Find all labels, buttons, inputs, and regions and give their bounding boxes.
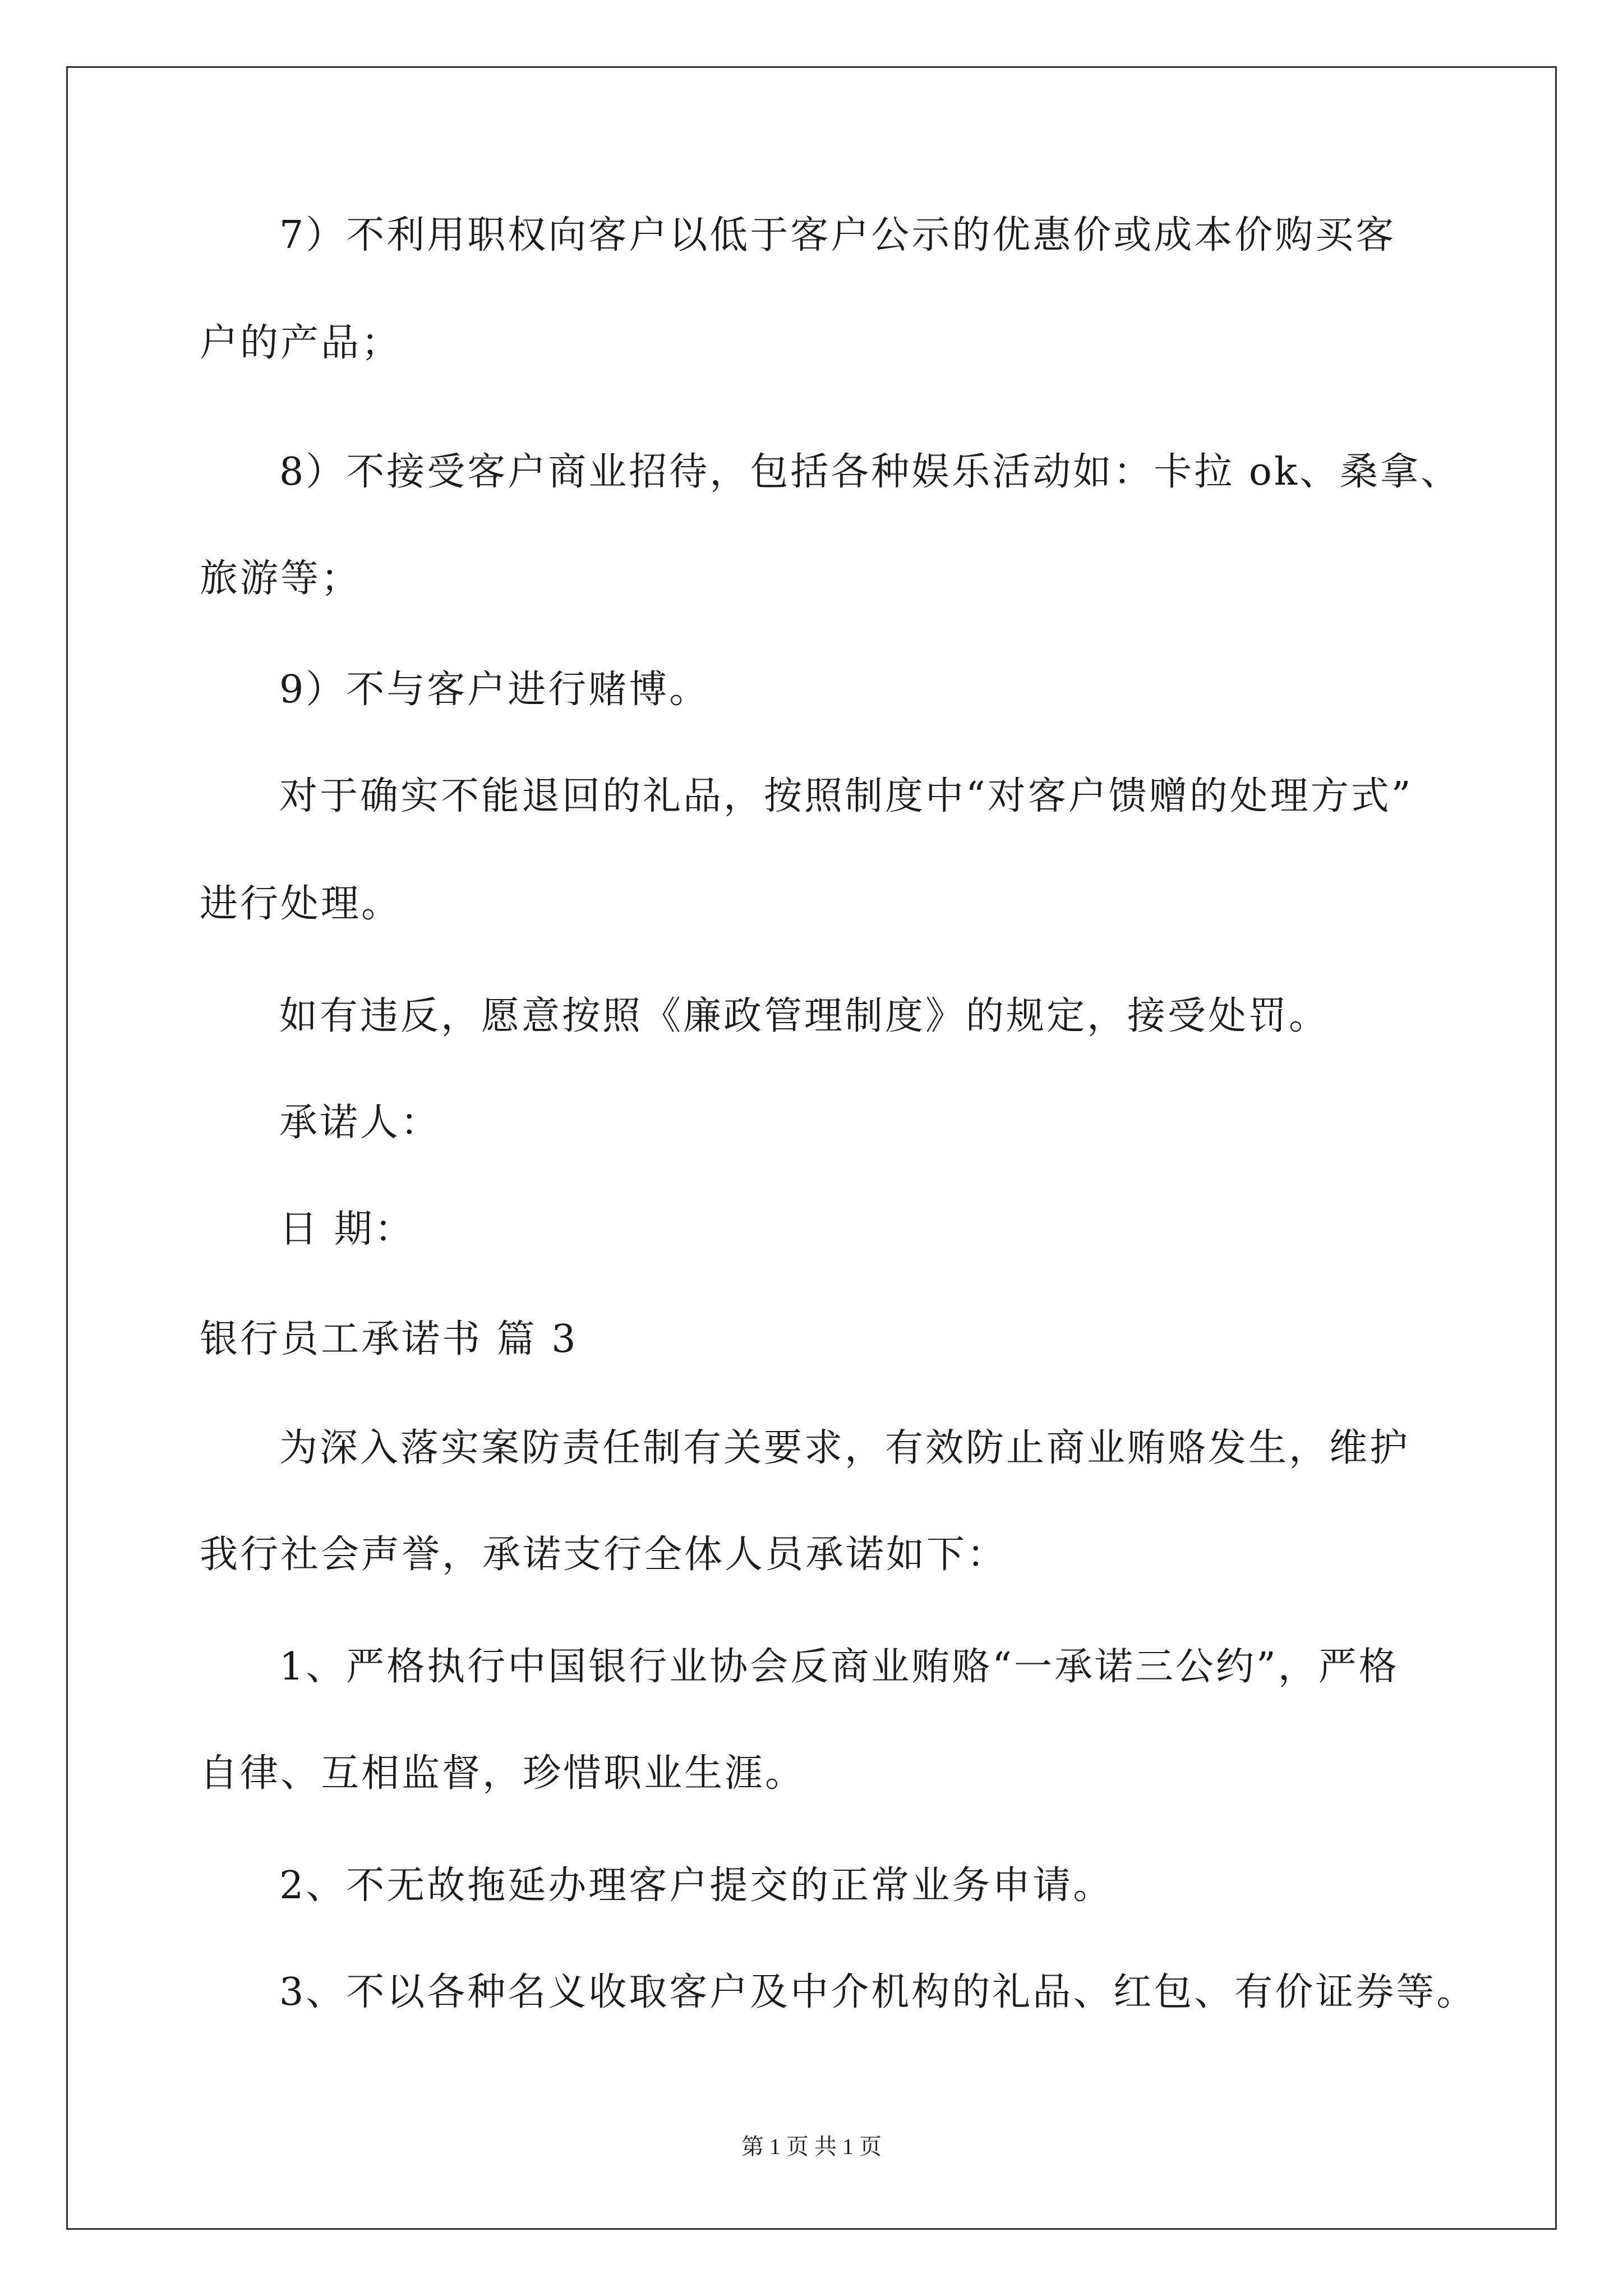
page-footer: 第 1 页 共 1 页: [741, 2134, 882, 2159]
text-line: 9）不与客户进行赌博。: [279, 668, 710, 712]
date-label: 日 期：: [279, 1207, 415, 1251]
text-line: 户的产品；: [200, 321, 402, 365]
text-line: 为深入落实案防责任制有关要求，有效防止商业贿赂发生，维护: [279, 1426, 1410, 1470]
text-line: 7）不利用职权向客户以低于客户公示的优惠价或成本价购买客: [279, 213, 1396, 257]
text-line: 1、严格执行中国银行业协会反商业贿赂“一承诺三公约”，严格: [279, 1645, 1399, 1689]
text-line: 如有违反，愿意按照《廉政管理制度》的规定，接受处罚。: [279, 994, 1330, 1038]
text-line: 8）不接受客户商业招待，包括各种娱乐活动如：卡拉 ok、桑拿、: [279, 450, 1461, 494]
text-line: 进行处理。: [200, 882, 402, 926]
text-line: 2、不无故拖延办理客户提交的正常业务申请。: [279, 1864, 1114, 1908]
text-line: 旅游等；: [200, 556, 362, 601]
text-line: 3、不以各种名义收取客户及中介机构的礼品、红包、有价证券等。: [279, 1970, 1477, 2014]
text-line: 我行社会声誉，承诺支行全体人员承诺如下：: [200, 1533, 1008, 1577]
signer-label: 承诺人：: [279, 1101, 441, 1145]
text-line: 对于确实不能退回的礼品，按照制度中“对客户馈赠的处理方式”: [279, 774, 1413, 818]
text-line: 自律、互相监督，珍惜职业生涯。: [200, 1751, 806, 1796]
section-heading: 银行员工承诺书 篇 3: [200, 1317, 578, 1361]
